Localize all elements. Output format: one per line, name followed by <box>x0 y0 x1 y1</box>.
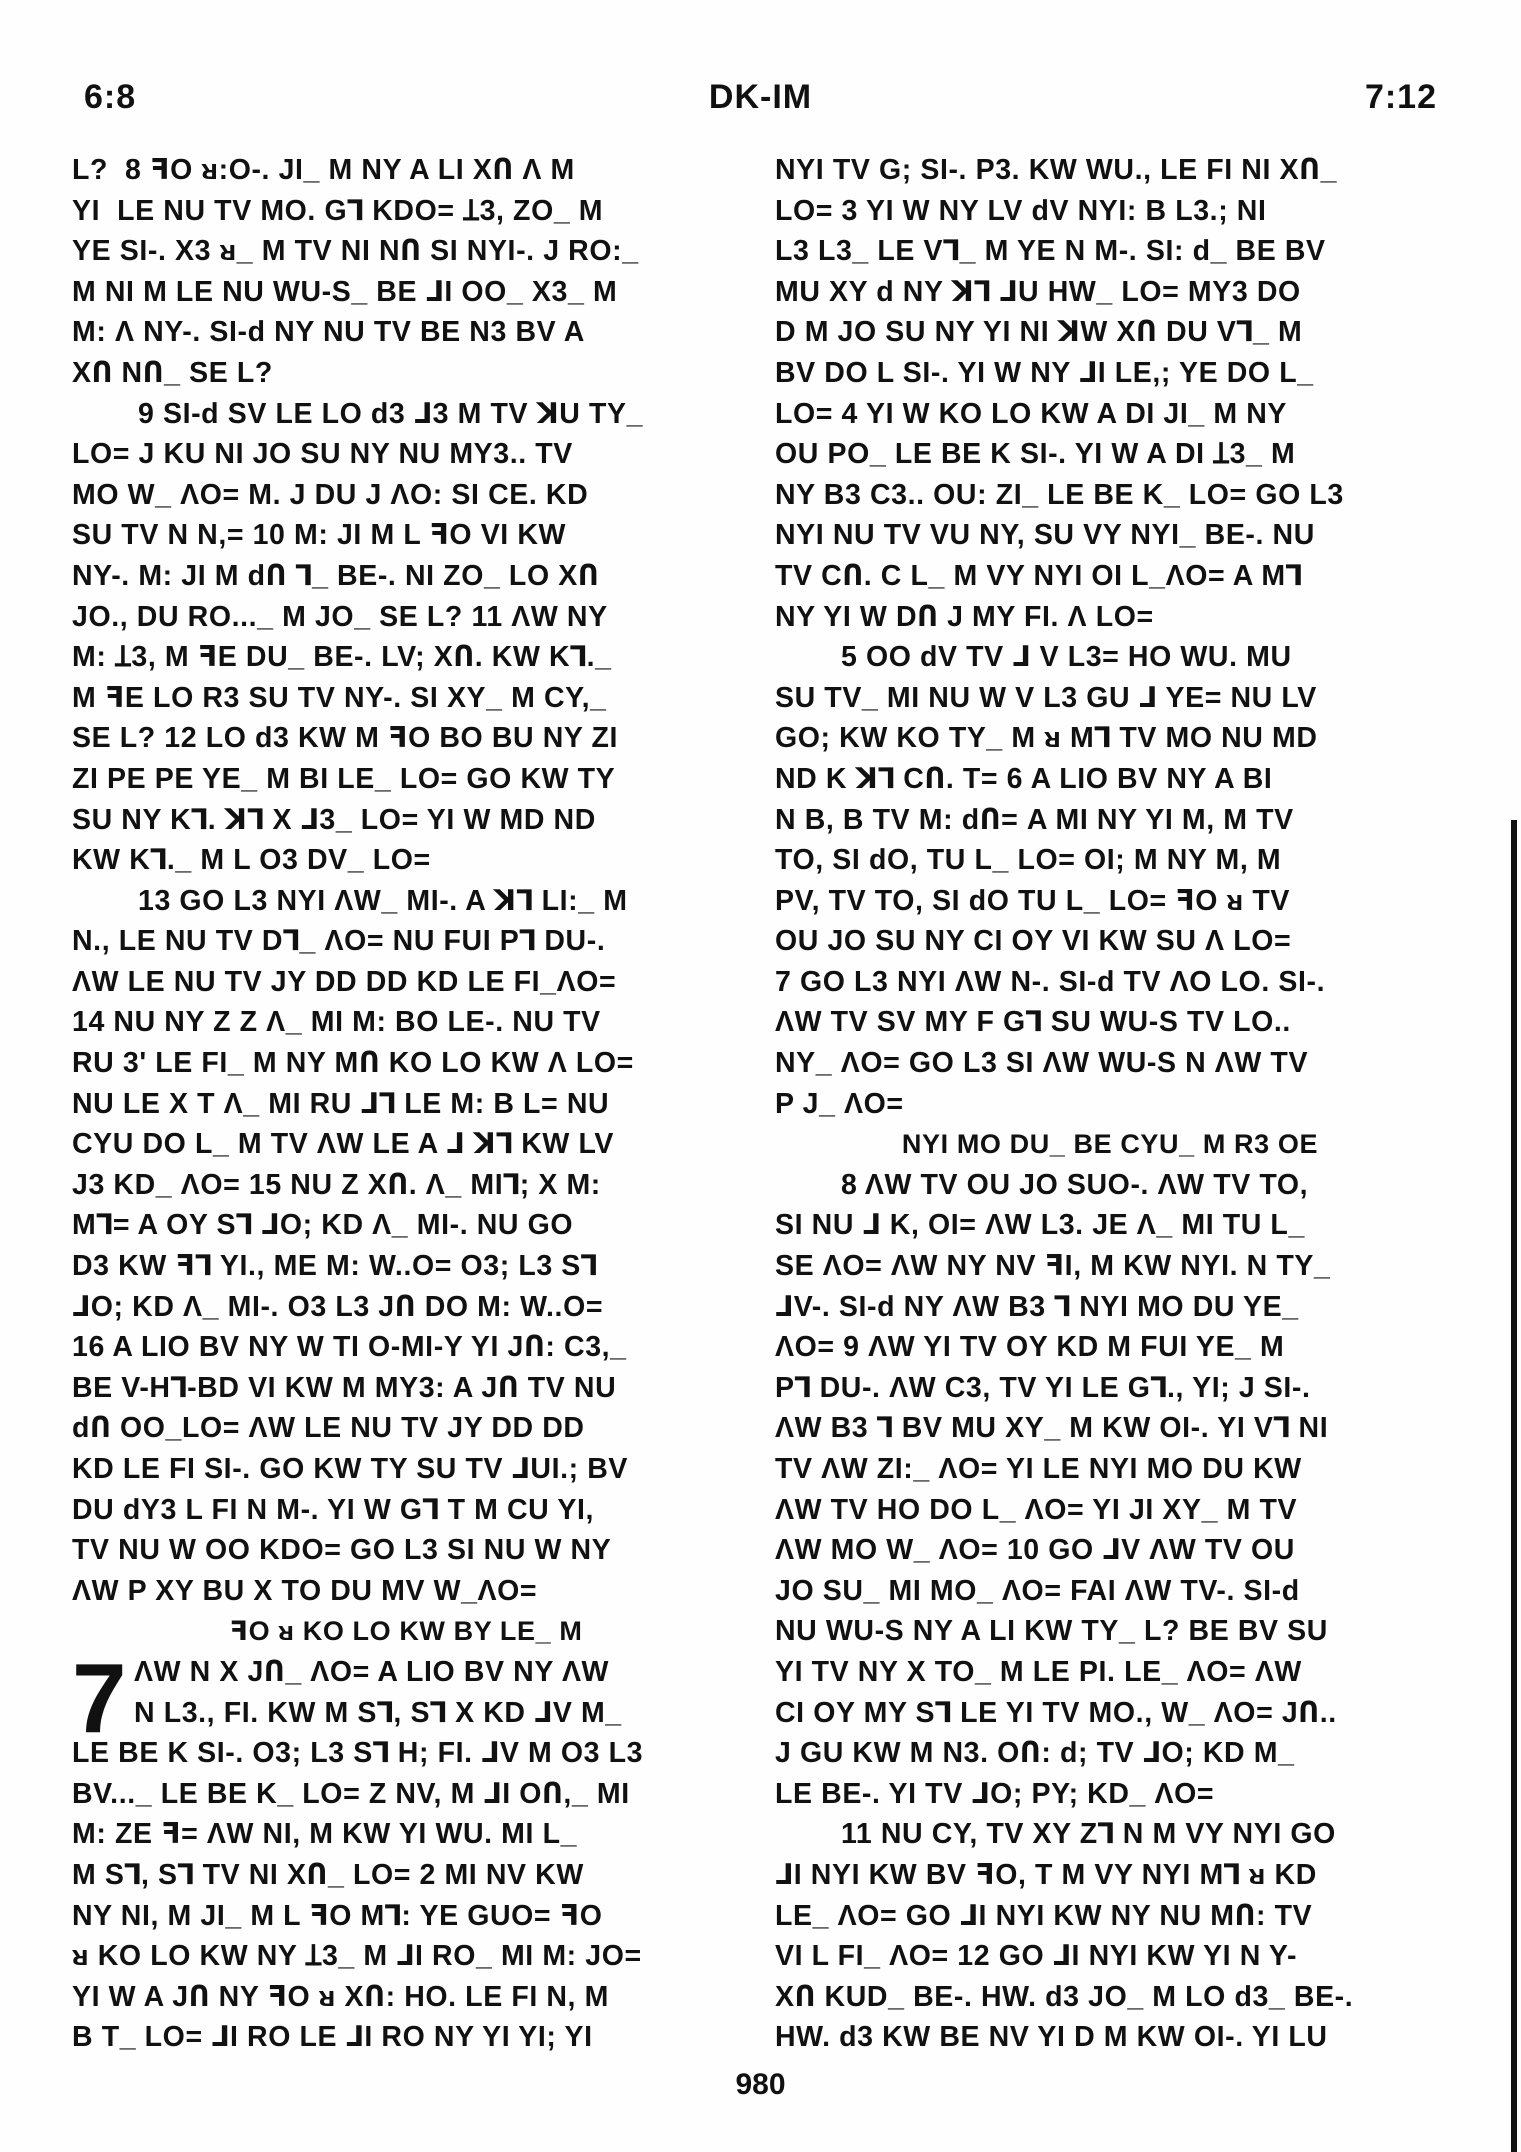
text-line: NU LE X T Λ_ MI RU ⅃⅂ LE M: B L= NU <box>72 1087 610 1120</box>
text-line: RU 3' LE FI_ M NY MՈ KO LO KW Λ LO= <box>72 1047 634 1080</box>
text-line: 13 GO L3 NYI ΛW_ MI-. A ꓘ⅂ LI:_ M <box>138 884 628 917</box>
text-line: D3 KW ꟻ⅂ YI., ME M: W..O= O3; L3 S⅂ <box>72 1250 598 1283</box>
text-line: L3 L3_ LE V⅂_ M YE N M-. SI: ԁ_ BE BV <box>775 235 1326 268</box>
text-line: JO., DU RO..._ M JO_ SE L? 11 ΛW NY <box>72 600 608 633</box>
text-line: CYU DO L_ M TV ΛW LE A ⅃ ꓘ⅂ KW LV <box>72 1128 614 1161</box>
text-line: ⅃I NYI KW BV ꟻO, T M VY NYI M⅂ ᴚ KD <box>775 1858 1317 1891</box>
text-line: ⅃O; KD Λ_ MI-. O3 L3 JՈ DO M: W..O= <box>72 1290 604 1323</box>
text-line: M: Λ NY-. SI-ԁ NY NU TV BE N3 BV A <box>72 316 585 349</box>
text-line: VI L FI_ ΛO= 12 GO ⅃I NYI KW YI N Y- <box>775 1940 1298 1973</box>
text-line: ԁՈ OO_LO= ΛW LE NU TV JY DD DD <box>72 1412 585 1445</box>
text-line: J3 KD_ ΛO= 15 NU Z XՈ. Λ_ MI⅂; X M: <box>72 1168 601 1201</box>
text-line: 9 SI-ԁ SV LE LO ԁ3 ⅃3 M TV ꓘU TY_ <box>138 397 644 430</box>
text-line: TO, SI ԁO, TU L_ LO= OI; M NY M, M <box>775 844 1282 877</box>
text-line: J GU KW M N3. OՈ: ԁ; TV ⅃O; KD M_ <box>775 1737 1295 1770</box>
text-line: N., LE NU TV D⅂_ ΛO= NU FUI P⅂ DU-. <box>72 925 606 958</box>
text-line: ΛW MO W_ ΛO= 10 GO ⅃V ΛW TV OU <box>775 1534 1295 1567</box>
text-line: SU TV N N,= 10 M: JI M L ꟻO VI KW <box>72 519 567 552</box>
text-line: SE ΛO= ΛW NY NV ꟻI, M KW NYI. N TY_ <box>775 1250 1331 1283</box>
text-line: M ꟻE LO R3 SU TV NY-. SI XY_ M CY,_ <box>72 681 607 714</box>
page-edge-rule <box>1511 820 1517 2152</box>
text-line: NY B3 C3.. OU: ZI_ LE BE K_ LO= GO L3 <box>775 478 1344 511</box>
section-heading: NYI MO DU_ BE CYU_ M R3 OE <box>901 1129 1319 1160</box>
text-line: SU NY K⅂. ꓘ⅂ X ⅃3_ LO= YI W MD ND <box>72 803 596 836</box>
text-line: HW. ԁ3 KW BE NV YI D M KW OI-. YI LU <box>775 2021 1328 2054</box>
text-line: KW K⅂._ M L O3 DV_ LO= <box>72 844 431 877</box>
text-line: LE BE-. YI TV ⅃O; PY; KD_ ΛO= <box>775 1777 1215 1810</box>
header-left-reference: 6:8 <box>84 78 137 116</box>
text-line: M: ZE ꟻ= ΛW NI, M KW YI WU. MI L_ <box>72 1818 578 1851</box>
text-line: SI NU ⅃ K, OI= ΛW L3. JE Λ_ MI TU L_ <box>775 1209 1305 1242</box>
text-line: 7 GO L3 NYI ΛW N-. SI-ԁ TV ΛO LO. SI-. <box>775 965 1326 998</box>
text-line: ZI PE PE YE_ M BI LE_ LO= GO KW TY <box>72 762 616 795</box>
text-line: LO= 3 YI W NY LV ԁV NYI: B L3.; NI <box>775 194 1267 227</box>
text-line: ΛW B3 ⅂ BV MU XY_ M KW OI-. YI V⅂ NI <box>775 1412 1329 1445</box>
text-line: P J_ ΛO= <box>775 1087 904 1120</box>
text-line: BV..._ LE BE K_ LO= Z NV, M ⅃I OՈ,_ MI <box>72 1777 630 1810</box>
text-line: ΛW P XY BU X TO DU MV W_ΛO= <box>72 1574 538 1607</box>
text-line: 8 ΛW TV OU JO SUO-. ΛW TV TO, <box>841 1168 1309 1201</box>
text-line: M S⅂, S⅂ TV NI XՈ_ LO= 2 MI NV KW <box>72 1858 584 1891</box>
text-line: YI LE NU TV MO. G⅂ KDO= Ʇ3, ZO_ M <box>72 194 604 227</box>
text-line: ΛW TV SV MY F G⅂ SU WU-S TV LO.. <box>775 1006 1291 1039</box>
chapter-number-dropcap: 7 <box>72 1642 128 1753</box>
text-line: M⅂= A OY S⅂ ⅃O; KD Λ_ MI-. NU GO <box>72 1209 574 1242</box>
text-line: ⅃V-. SI-ԁ NY ΛW B3 ⅂ NYI MO DU YE_ <box>775 1290 1299 1323</box>
text-line: OU PO_ LE BE K SI-. YI W A DI Ʇ3_ M <box>775 438 1296 471</box>
text-line: TV NU W OO KDO= GO L3 SI NU W NY <box>72 1534 612 1567</box>
text-line: N B, B TV M: ԁՈ= A MI NY YI M, M TV <box>775 803 1294 836</box>
text-line: LE_ ΛO= GO ⅃I NYI KW NY NU MՈ: TV <box>775 1899 1313 1932</box>
text-line: NY_ ΛO= GO L3 SI ΛW WU-S N ΛW TV <box>775 1047 1309 1080</box>
left-text-column <box>72 150 740 2058</box>
text-line: MO W_ ΛO= M. J DU J ΛO: SI CE. KD <box>72 478 589 511</box>
text-line: PV, TV TO, SI ԁO TU L_ LO= ꟻO ᴚ TV <box>775 884 1290 917</box>
text-line: BV DO L SI-. YI W NY ⅃I LE,; YE DO L_ <box>775 356 1314 389</box>
text-line: BE V-H⅂-BD VI KW M MY3: A JՈ TV NU <box>72 1371 617 1404</box>
text-line: ΛO= 9 ΛW YI TV OY KD M FUI YE_ M <box>775 1331 1285 1364</box>
text-line: 11 NU CY, TV XY Z⅂ N M VY NYI GO <box>841 1818 1336 1851</box>
text-line: SU TV_ MI NU W V L3 GU ⅃ YE= NU LV <box>775 681 1317 714</box>
text-line: CI OY MY S⅂ LE YI TV MO., W_ ΛO= JՈ.. <box>775 1696 1337 1729</box>
text-line: LO= J KU NI JO SU NY NU MY3.. TV <box>72 438 573 471</box>
text-line: D M JO SU NY YI NI ꓘW XՈ DU V⅂_ M <box>775 316 1303 349</box>
text-line: SE L? 12 LO ԁ3 KW M ꟻO BO BU NY ZI <box>72 722 619 755</box>
text-line: 14 NU NY Z Z Λ_ MI M: BO LE-. NU TV <box>72 1006 601 1039</box>
text-line: ΛW LE NU TV JY DD DD KD LE FI_ΛO= <box>72 965 617 998</box>
text-line: XՈ NՈ_ SE L? <box>72 356 273 389</box>
text-line: M: Ʇ3, M ꟻE DU_ BE-. LV; XՈ. KW K⅂._ <box>72 641 612 674</box>
text-line: XՈ KUD_ BE-. HW. ԁ3 JO_ M LO ԁ3_ BE-. <box>775 1980 1354 2013</box>
text-line: 5 OO ԁV TV ⅃ V L3= HO WU. MU <box>841 641 1292 674</box>
text-line: GO; KW KO TY_ M ᴚ M⅂ TV MO NU MD <box>775 722 1318 755</box>
text-line: LE BE K SI-. O3; L3 S⅂ H; FI. ⅃V M O3 L3 <box>72 1737 644 1770</box>
text-line: OU JO SU NY CI OY VI KW SU Λ LO= <box>775 925 1292 958</box>
text-line: L? 8 ꟻO ᴚ:O-. JI_ M NY A LI XՈ Λ M <box>72 154 575 186</box>
text-line: ND K ꓘ⅂ CՈ. T= 6 A LIO BV NY A BI <box>775 762 1273 795</box>
text-line: TV ΛW ZI:_ ΛO= YI LE NYI MO DU KW <box>775 1453 1302 1485</box>
section-heading: ꟻO ᴚ KO LO KW BY LE_ M <box>229 1616 583 1647</box>
header-right-reference: 7:12 <box>1364 78 1437 116</box>
text-line: M NI M LE NU WU-S_ BE ⅃I OO_ X3_ M <box>72 275 618 308</box>
text-line: P⅂ DU-. ΛW C3, TV YI LE G⅂., YI; J SI-. <box>775 1371 1311 1404</box>
text-line: 16 A LIO BV NY W TI O-MI-Y YI JՈ: C3,_ <box>72 1331 627 1364</box>
text-line: NY-. M: JI M ԁՈ ⅂_ BE-. NI ZO_ LO XՈ <box>72 559 600 592</box>
text-line: KD LE FI SI-. GO KW TY SU TV ⅃UI.; BV <box>72 1453 629 1485</box>
text-line: ᴚ KO LO KW NY Ʇ3_ M ⅃I RO_ MI M: JO= <box>72 1940 642 1973</box>
text-line: NY NI, M JI_ M L ꟻO M⅂: YE GUO= ꟻO <box>72 1899 603 1932</box>
text-line: LO= 4 YI W KO LO KW A DI JI_ M NY <box>775 397 1288 430</box>
text-line: NY YI W DՈ J MY FI. Λ LO= <box>775 600 1154 633</box>
text-line: YI W A JՈ NY ꟻO ᴚ XՈ: HO. LE FI N, M <box>72 1980 609 2013</box>
text-line: N L3., FI. KW M S⅂, S⅂ X KD ⅃V M_ <box>134 1696 622 1729</box>
text-line: JO SU_ MI MO_ ΛO= FAI ΛW TV-. SI-ԁ <box>775 1574 1300 1607</box>
chapter-opening <box>72 1642 740 1753</box>
text-line: ΛW N X JՈ_ ΛO= A LIO BV NY ΛW <box>134 1655 610 1688</box>
header-book-title: DK-IM <box>708 78 813 116</box>
text-line: TV CՈ. C L_ M VY NYI OI L_ΛO= A M⅂ <box>775 559 1303 592</box>
right-text-column <box>775 150 1445 2058</box>
text-line: DU ԁY3 L FI N M-. YI W G⅂ T M CU YI, <box>72 1493 595 1526</box>
text-line: NYI NU TV VU NY, SU VY NYI_ BE-. NU <box>775 519 1315 552</box>
text-line: NYI TV G; SI-. P3. KW WU., LE FI NI XՈ_ <box>775 154 1338 186</box>
text-line: ΛW TV HO DO L_ ΛO= YI JI XY_ M TV <box>775 1493 1298 1526</box>
text-line: NU WU-S NY A LI KW TY_ L? BE BV SU <box>775 1615 1328 1648</box>
text-line: YI TV NY X TO_ M LE PI. LE_ ΛO= ΛW <box>775 1655 1302 1688</box>
text-line: MU XY ԁ NY ꓘ⅂ ⅃U HW_ LO= MY3 DO <box>775 275 1301 308</box>
page-number: 980 <box>735 2068 786 2101</box>
text-line: YE SI-. X3 ᴚ_ M TV NI NՈ SI NYI-. J RO:_ <box>72 235 639 268</box>
text-line: B T_ LO= ⅃I RO LE ⅃I RO NY YI YI; YI <box>72 2021 593 2054</box>
